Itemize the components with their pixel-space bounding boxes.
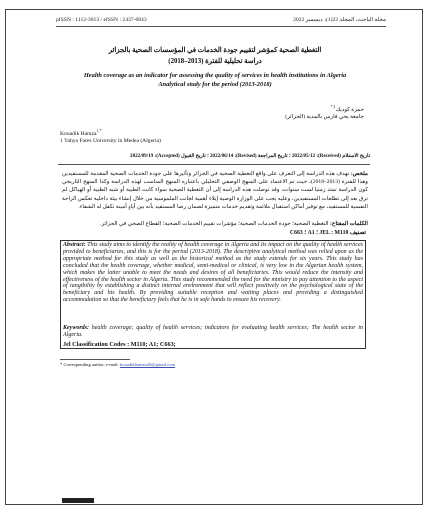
english-abstract-body: This study aims to identify the reality of health coverage in Algeria and its impact on the quality of health services provided to beneficiaries, and this is for the period (2013-2018). The descriptive analytical method was relied upon as the appropriate method for this study as well as the historical method as the study extends for six years. This study has concluded that the health coverage, whether medical, semi-medical or clinical, is very low in the Algerian health system, which makes the latter unable to meet the needs and desires of all beneficiaries. This would reduce the intensity and effectiveness of the health sector in Algeria. This study recommended the need for the ministry to pay attention to the aspect of tangibility by establishing a distinct internal environment that will reflect positively on the psychological state of the beneficiary and his health. By providing suitable reception and waiting places and providing a distinguished accommodation so that the beneficiary feels that he is in safe hands to ensure his recovery. (63, 242, 363, 304)
arabic-keywords (62, 220, 368, 228)
arabic-abstract-label: ملخص: (350, 171, 368, 177)
issn-header: pISSN : 1112-3613 / eISSN : 2437-0843 (56, 17, 147, 23)
english-subtitle: Analytical study for the period (2013-2018) (158, 81, 272, 88)
english-keywords-text: health coverage; quality of health services; indicators for evaluating health services; The health sector in Algeria. (63, 325, 364, 338)
page-number-block (62, 498, 94, 503)
english-jel-codes: Jel Classification Codes : M110; A1; C663; (63, 341, 176, 348)
arabic-keywords-label: الكلمات المفتاح: (330, 221, 368, 227)
article-dates: تاريخ الاستلام (Received): 2022/05/12 ؛ تاريخ المراجعة (Revised): 2022/06/14 ؛ تاريخ القبول (Accepted): 2022/09/19 (130, 153, 370, 159)
english-abstract-label: Abstract: (63, 242, 86, 248)
header-rule (56, 26, 386, 27)
author-affiliation-arabic: جامعة يحي فارس بالمدية (الجزائر) (285, 114, 364, 120)
english-abstract (63, 242, 363, 304)
arabic-keywords-text: التغطية الصحية؛ جودة الخدمات الصحية؛ مؤشرات تقييم الخدمات الصحية؛ القطاع الصحي في الجزائر. (100, 221, 329, 227)
english-title: Health coverage as an indicator for assessing the quality of services in health institutions in Algeria (83, 72, 347, 79)
english-keywords (63, 325, 363, 339)
arabic-subtitle: دراسة تحليلية للفترة (2013–2018) (168, 58, 262, 65)
arabic-abstract (62, 170, 368, 211)
journal-header: مجلة الباحث، المجلد 22(1)، ديسمبر 2022 (293, 17, 386, 23)
arabic-jel-codes: تصنيف JEL : M110 ؛ A1 ؛ C663 (289, 230, 366, 236)
author-email-link[interactable]: kouadikhamza20@gmail.com (119, 362, 176, 367)
author-affiliation-english: 1 Yahya Fares University in Medea (Algeria) (60, 138, 161, 144)
dates-rule (58, 164, 370, 165)
english-keywords-label: Keywords: (63, 325, 89, 331)
arabic-title: التغطية الصحية كمؤشر لتقييم جودة الخدمات في المؤسسات الصحية بالجزائر (108, 47, 322, 54)
author-name-arabic: حمزة كوديك$^{1,*}$ (330, 104, 364, 113)
footnote: * Corresponding author, e-mail: kouadikhamza20@gmail.com (60, 362, 176, 367)
footnote-rule (60, 359, 130, 360)
arabic-abstract-body: تهدف هذه الدراسة إلى التعرف على واقع التغطية الصحية في الجزائر وتأثيرها على جودة الخدمات الصحية المقدمة للمستفيدين وهذا للفترة (2013–2018)، حيث تم الاعتماد على المنهج الوصفي التحليلي باعتباره المنهج المناسب لهذه الدراسة وكذا المنهج التاريخي كون الدراسة تمتد زمنيا لست سنوات، وقد توصلت هذه الدراسة إلى أن التغطية الصحية سواء كانت الطبية أو شبه الطبية أو الهياكل لم ترق بعد إلى تطلعات المستفيدين، وعليه يجب على الوزارة الوصية إيلاء أهمية لجانب الملموسية من خلال إنشاء بيئة داخلية تعكس الراحة النفسية للمستفيد، مع توفير أماكن استقبال ملائمة وتقديم خدمات متميزة لضمان رضا المستفيد بأنه بين أيادٍ أمينة تكفل له الشفاء. (62, 171, 368, 210)
author-name-english: Kouadik Hamza$^{1,*}$ (60, 128, 102, 137)
